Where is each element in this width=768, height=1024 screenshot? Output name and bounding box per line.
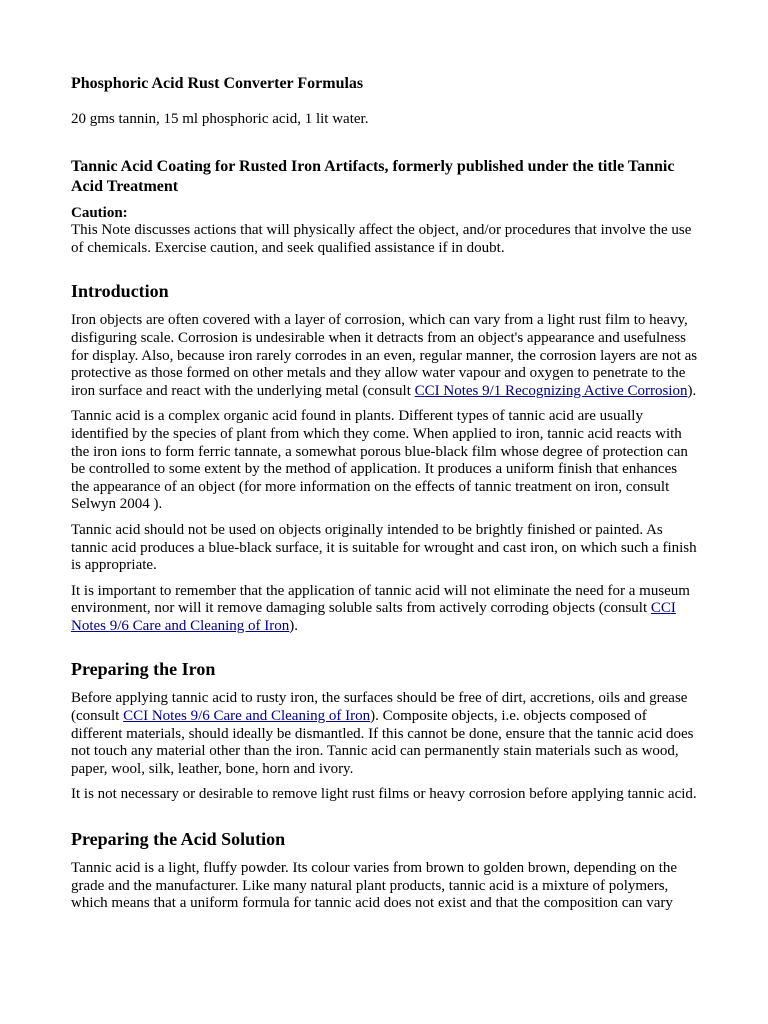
caution-label: Caution: [71, 204, 128, 221]
cci-notes-9-1-link[interactable]: CCI Notes 9/1 Recognizing Active Corrosion [414, 382, 688, 399]
article-title: Tannic Acid Coating for Rusted Iron Artifacts, formerly published under the title Tannic Acid Treatment [71, 157, 675, 195]
preparing-iron-paragraph-1 [71, 690, 698, 778]
caution-block [71, 205, 698, 258]
page-title: Phosphoric Acid Rust Converter Formulas [71, 75, 364, 92]
cci-notes-9-6-link[interactable]: CCI Notes 9/6 Care and Cleaning of Iron [71, 600, 676, 634]
text-span: ). Composite objects, i.e. objects composed of different materials, should ideally be dismantled. If this cannot be done, ensure that the tannic acid does not touch any material other than the iron. Tannic acid can permanently stain materials such as wood, paper, wool, silk, leather, bone, horn and ivory. [71, 708, 694, 777]
preparing-iron-paragraph-2: It is not necessary or desirable to remove light rust films or heavy corrosion before applying tannic acid. [71, 786, 697, 803]
introduction-paragraph-2: Tannic acid is a complex organic acid found in plants. Different types of tannic acid are usually identified by the species of plant from which they come. When applied to iron, tannic acid reacts with the iron ions to form ferric tannate, a somewhat porous blue-black film whose degree of protection can be controlled to some extent by the method of application. It produces a uniform finish that enhances the appearance of an object (for more information on the effects of tannic treatment on iron, consult Selwyn 2004 ). [71, 408, 688, 513]
preparing-acid-heading: Preparing the Acid Solution [71, 829, 286, 850]
text-span: It is important to remember that the application of tannic acid will not eliminate the need for a museum environment, nor will it remove damaging soluble salts from actively corroding objects (consult [71, 582, 690, 617]
text-span: ). [687, 382, 697, 399]
text-span: Before applying tannic acid to rusty iron, the surfaces should be free of dirt, accretions, oils and grease (consult [71, 690, 688, 725]
preparing-acid-paragraph-1: Tannic acid is a light, fluffy powder. Its colour varies from brown to golden brown, depending on the grade and the manufacturer. Like many natural plant products, tannic acid is a mixture of polymers, which means that a uniform formula for tannic acid does not exist and that the composition can vary [71, 860, 678, 912]
caution-text: This Note discusses actions that will physically affect the object, and/or procedures that involve the use of chemicals. Exercise caution, and seek qualified assistance if in doubt. [71, 222, 692, 256]
text-span: ). [289, 617, 299, 634]
introduction-paragraph-4 [71, 583, 698, 636]
introduction-heading: Introduction [71, 281, 169, 302]
cci-notes-9-6-link[interactable]: CCI Notes 9/6 Care and Cleaning of Iron [123, 708, 371, 725]
introduction-paragraph-3: Tannic acid should not be used on objects originally intended to be brightly finished or painted. As tannic acid produces a blue-black surface, it is suitable for wrought and cast iron, on which such a finish is appropriate. [71, 521, 697, 574]
text-span: Iron objects are often covered with a layer of corrosion, which can vary from a light rust film to heavy, disfiguring scale. Corrosion is undesirable when it detracts from an object's appearance and usefulness for display. Also, because iron rarely corrodes in an even, regular manner, the corrosion layers are not as protective as those formed on other metals and they allow water vapour and oxygen to penetrate to the iron surface and react with the underlying metal (consult [71, 312, 698, 399]
introduction-paragraph-1 [71, 312, 698, 400]
preparing-iron-heading: Preparing the Iron [71, 659, 216, 680]
formula-text: 20 gms tannin, 15 ml phosphoric acid, 1 lit water. [71, 111, 369, 127]
